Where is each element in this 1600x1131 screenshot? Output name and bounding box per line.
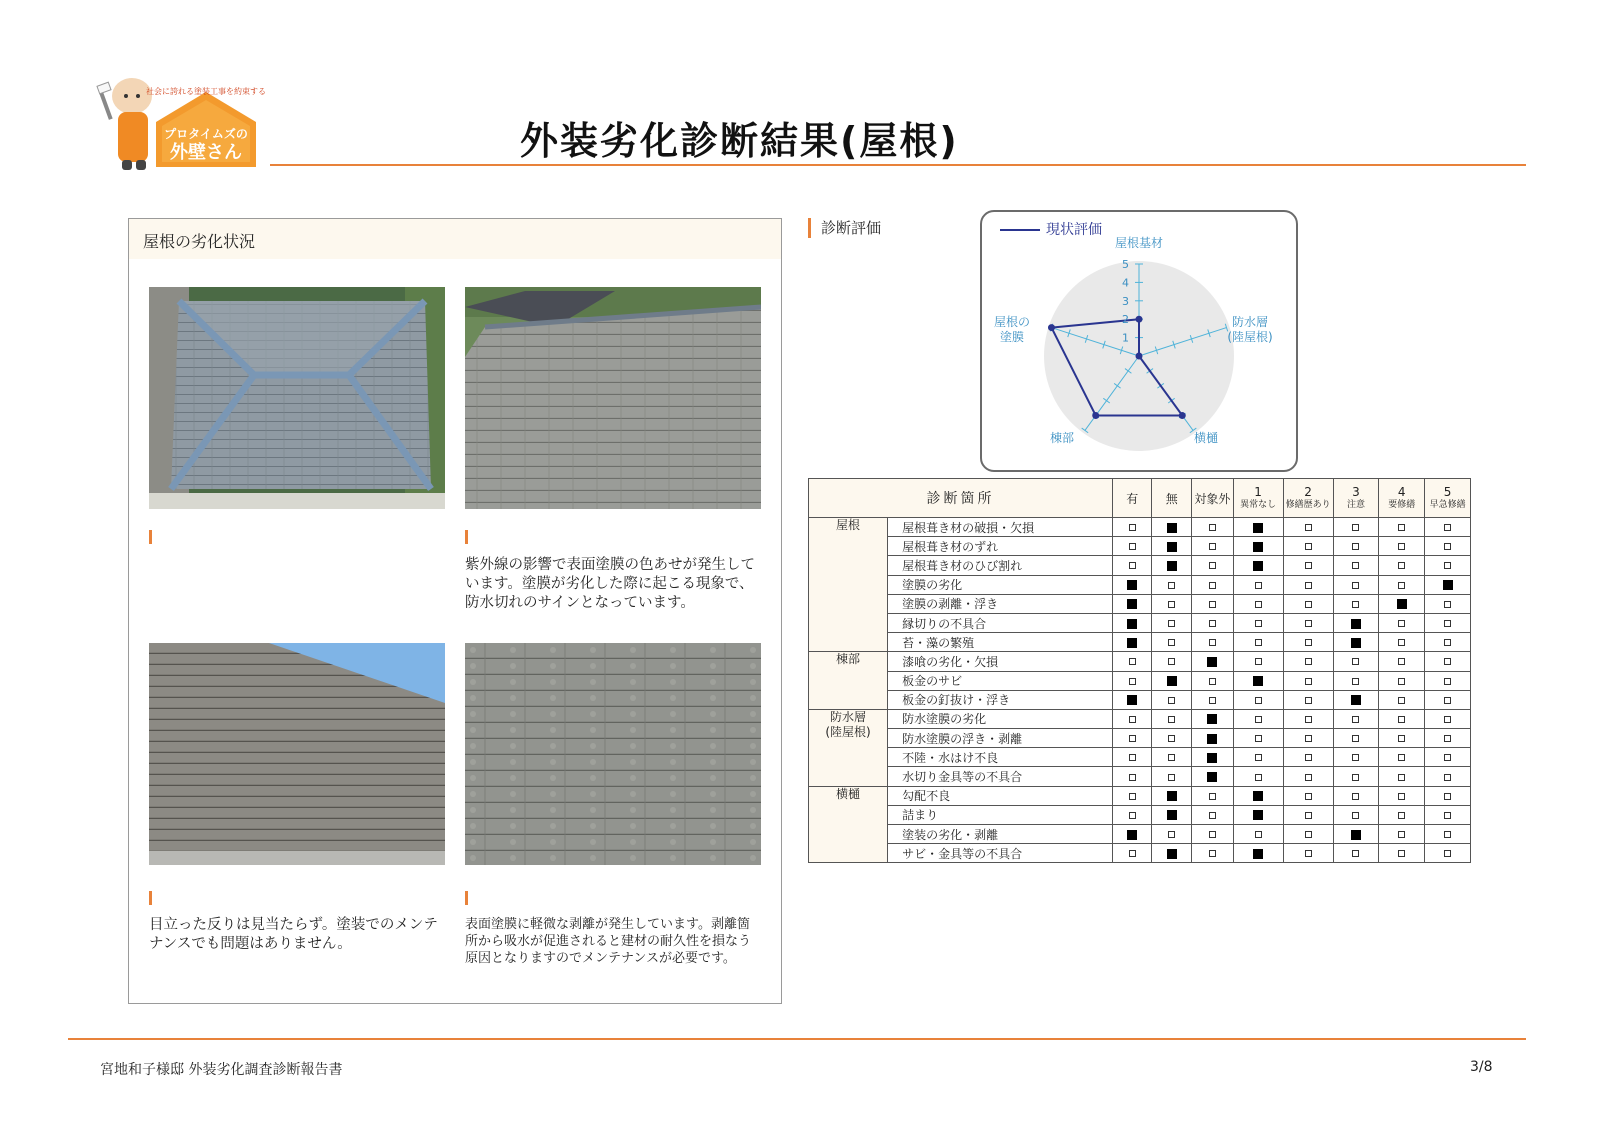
presence-yes-box xyxy=(1129,562,1136,569)
level-4-box xyxy=(1398,850,1405,857)
presence-na-box xyxy=(1207,714,1217,724)
level-3-box xyxy=(1352,562,1359,569)
level-4-box xyxy=(1398,716,1405,723)
level-4-box xyxy=(1398,754,1405,761)
item-label: 防水塗膜の浮き・剥離 xyxy=(888,729,1113,748)
title-divider xyxy=(270,164,1526,166)
level-2-box xyxy=(1305,697,1312,704)
level-1-box xyxy=(1253,523,1263,533)
level-4-box xyxy=(1398,543,1405,550)
level-5-box xyxy=(1444,678,1451,685)
photo-caption-2: 紫外線の影響で表面塗膜の色あせが発生しています。塗膜が劣化した際に起こる現象で、防水切れのサインとなっています。 xyxy=(465,557,755,611)
presence-no-box xyxy=(1168,620,1175,627)
axis-label-ridge: 棟部 xyxy=(1049,431,1075,445)
level-2-box xyxy=(1305,850,1312,857)
presence-na-box xyxy=(1209,582,1216,589)
level-3-box xyxy=(1352,774,1359,781)
level-2-box xyxy=(1305,543,1312,550)
level-1-box xyxy=(1255,620,1262,627)
table-row xyxy=(809,633,1471,652)
presence-yes-box xyxy=(1129,774,1136,781)
presence-yes-box xyxy=(1127,619,1137,629)
axis-label-waterproof-2: (陸屋根) xyxy=(1227,330,1273,344)
level-2-box xyxy=(1305,812,1312,819)
presence-na-box xyxy=(1209,543,1216,550)
presence-no-box xyxy=(1167,561,1177,571)
level-3-box xyxy=(1352,601,1359,608)
item-label: 板金のサビ xyxy=(888,671,1113,690)
presence-no-box xyxy=(1167,523,1177,533)
level-5-box xyxy=(1444,831,1451,838)
roof-photo-edge xyxy=(149,643,445,865)
table-row xyxy=(809,709,1471,728)
level-2-box xyxy=(1305,582,1312,589)
level-5-box xyxy=(1443,580,1453,590)
presence-no-box xyxy=(1168,831,1175,838)
category-label-line: 防水層 xyxy=(830,709,867,724)
presence-yes-box xyxy=(1129,716,1136,723)
item-label: 苔・藻の繁殖 xyxy=(888,633,1113,652)
item-label: 屋根葺き材のずれ xyxy=(888,537,1113,556)
radar-tick-label: 2 xyxy=(1122,313,1129,327)
header-na: 対象外 xyxy=(1192,479,1234,518)
category-cell xyxy=(809,709,888,786)
level-4-box xyxy=(1398,658,1405,665)
page-number: 3/8 xyxy=(1470,1059,1493,1075)
presence-yes-box xyxy=(1129,658,1136,665)
radar-legend: 現状評価 xyxy=(1046,222,1102,238)
level-2-box xyxy=(1305,620,1312,627)
level-5-box xyxy=(1444,774,1451,781)
level-2-box xyxy=(1305,735,1312,742)
presence-yes-box xyxy=(1127,638,1137,648)
roof-photo-closeup xyxy=(465,643,761,865)
table-row xyxy=(809,844,1471,863)
header-no: 無 xyxy=(1152,479,1192,518)
radar-tick-label: 3 xyxy=(1122,294,1129,308)
table-row xyxy=(809,690,1471,709)
table-row xyxy=(809,652,1471,671)
axis-label-roof-base: 屋根基材 xyxy=(1114,236,1164,250)
presence-yes-box xyxy=(1127,695,1137,705)
caption-marker xyxy=(149,530,152,544)
radar-tick-label: 5 xyxy=(1122,258,1129,271)
header-level-1: 1 異常なし xyxy=(1233,479,1283,518)
presence-na-box xyxy=(1209,793,1216,800)
table-row xyxy=(809,575,1471,594)
radar-point xyxy=(1136,353,1143,360)
presence-yes-box xyxy=(1129,543,1136,550)
table-row xyxy=(809,671,1471,690)
presence-na-box xyxy=(1209,524,1216,531)
axis-label-coating-1: 屋根の xyxy=(993,315,1031,329)
level-4-box xyxy=(1398,697,1405,704)
presence-na-box xyxy=(1207,734,1217,744)
roof-photo-aerial xyxy=(149,287,445,509)
level-2-box xyxy=(1305,639,1312,646)
header-level-3: 3 注意 xyxy=(1333,479,1379,518)
presence-no-box xyxy=(1168,639,1175,646)
evaluation-table xyxy=(808,478,1471,863)
presence-na-box xyxy=(1207,753,1217,763)
table-row xyxy=(809,613,1471,632)
level-3-box xyxy=(1352,850,1359,857)
presence-yes-box xyxy=(1127,830,1137,840)
level-3-box xyxy=(1352,524,1359,531)
level-3-box xyxy=(1352,793,1359,800)
roof-photo-slope xyxy=(465,287,761,509)
level-5-box xyxy=(1444,754,1451,761)
logo-line-1: プロタイムズの xyxy=(164,127,248,141)
logo-line-2: 外壁さん xyxy=(170,142,242,163)
level-3-box xyxy=(1352,716,1359,723)
roof-condition-panel xyxy=(128,218,782,1004)
item-label: 塗装の劣化・剥離 xyxy=(888,825,1113,844)
caption-marker xyxy=(149,891,152,905)
presence-na-box xyxy=(1209,812,1216,819)
item-label: 勾配不良 xyxy=(888,786,1113,805)
logo-arc-text: 社会に誇れる塗装工事を約束する xyxy=(146,87,266,96)
panel-title: 屋根の劣化状況 xyxy=(129,219,781,259)
level-1-box xyxy=(1255,601,1262,608)
level-5-box xyxy=(1444,850,1451,857)
level-3-box xyxy=(1352,678,1359,685)
level-3-box xyxy=(1352,543,1359,550)
presence-no-box xyxy=(1168,716,1175,723)
presence-na-box xyxy=(1209,850,1216,857)
radar-tick-label: 1 xyxy=(1122,331,1129,345)
level-5-box xyxy=(1444,793,1451,800)
level-2-box xyxy=(1305,658,1312,665)
level-2-box xyxy=(1305,774,1312,781)
presence-no-box xyxy=(1168,735,1175,742)
level-1-box xyxy=(1253,810,1263,820)
item-label: 漆喰の劣化・欠損 xyxy=(888,652,1113,671)
photo-caption-4: 表面塗膜に軽微な剥離が発生しています。剥離箇所から吸水が促進されると建材の耐久性を損なう原因となりますのでメンテナンスが必要です。 xyxy=(465,917,752,966)
item-label: 塗膜の劣化 xyxy=(888,575,1113,594)
presence-no-box xyxy=(1168,601,1175,608)
level-1-box xyxy=(1253,542,1263,552)
radar-point xyxy=(1179,412,1186,419)
company-logo xyxy=(96,72,276,182)
level-4-box xyxy=(1398,639,1405,646)
table-row xyxy=(809,594,1471,613)
level-3-box xyxy=(1352,735,1359,742)
photo-caption-3: 目立った反りは見当たらず。塗装でのメンテナンスでも問題はありません。 xyxy=(149,917,438,952)
table-row xyxy=(809,825,1471,844)
presence-yes-box xyxy=(1129,754,1136,761)
presence-no-box xyxy=(1167,849,1177,859)
level-1-box xyxy=(1255,774,1262,781)
presence-yes-box xyxy=(1129,812,1136,819)
level-1-box xyxy=(1255,697,1262,704)
level-1-box xyxy=(1253,561,1263,571)
level-1-box xyxy=(1255,735,1262,742)
category-label-line: (陸屋根) xyxy=(825,724,871,739)
presence-no-box xyxy=(1168,774,1175,781)
item-label: 防水塗膜の劣化 xyxy=(888,709,1113,728)
level-5-box xyxy=(1444,812,1451,819)
presence-no-box xyxy=(1168,754,1175,761)
level-2-box xyxy=(1305,678,1312,685)
radar-point xyxy=(1048,324,1055,331)
item-label: サビ・金具等の不具合 xyxy=(888,844,1113,863)
presence-no-box xyxy=(1167,791,1177,801)
axis-label-gutter: 横樋 xyxy=(1193,431,1219,445)
level-3-box xyxy=(1351,695,1361,705)
category-cell: 屋根 xyxy=(809,518,888,652)
level-1-box xyxy=(1253,849,1263,859)
level-2-box xyxy=(1305,562,1312,569)
table-row xyxy=(809,767,1471,786)
level-4-box xyxy=(1398,582,1405,589)
presence-na-box xyxy=(1207,657,1217,667)
item-label: 不陸・水はけ不良 xyxy=(888,748,1113,767)
axis-label-coating-2: 塗膜 xyxy=(999,330,1025,344)
item-label: 屋根葺き材のひび割れ xyxy=(888,556,1113,575)
level-5-box xyxy=(1444,639,1451,646)
footer-report-title: 宮地和子様邸 外装劣化調査診断報告書 xyxy=(100,1062,343,1078)
level-1-box xyxy=(1255,658,1262,665)
level-3-box xyxy=(1351,619,1361,629)
item-label: 板金の釘抜け・浮き xyxy=(888,690,1113,709)
level-3-box xyxy=(1352,754,1359,761)
axis-label-waterproof-1: 防水層 xyxy=(1231,315,1269,329)
level-2-box xyxy=(1305,601,1312,608)
level-3-box xyxy=(1352,812,1359,819)
presence-no-box xyxy=(1167,542,1177,552)
level-5-box xyxy=(1444,601,1451,608)
level-1-box xyxy=(1253,791,1263,801)
level-5-box xyxy=(1444,562,1451,569)
presence-na-box xyxy=(1209,639,1216,646)
level-5-box xyxy=(1444,697,1451,704)
presence-na-box xyxy=(1209,831,1216,838)
presence-yes-box xyxy=(1129,678,1136,685)
table-row xyxy=(809,518,1471,537)
presence-yes-box xyxy=(1129,735,1136,742)
level-5-box xyxy=(1444,524,1451,531)
evaluation-section-title: 診断評価 xyxy=(808,218,881,238)
table-row xyxy=(809,729,1471,748)
level-3-box xyxy=(1351,830,1361,840)
page-title: 外装劣化診断結果(屋根) xyxy=(520,119,959,163)
presence-na-box xyxy=(1209,562,1216,569)
presence-no-box xyxy=(1167,676,1177,686)
radar-point xyxy=(1136,316,1143,323)
presence-yes-box xyxy=(1129,850,1136,857)
item-label: 詰まり xyxy=(888,805,1113,824)
header-level-2: 2 修繕歴あり xyxy=(1283,479,1333,518)
category-cell: 棟部 xyxy=(809,652,888,710)
table-row xyxy=(809,748,1471,767)
level-4-box xyxy=(1397,599,1407,609)
presence-na-box xyxy=(1207,772,1217,782)
item-label: 縁切りの不具合 xyxy=(888,613,1113,632)
presence-no-box xyxy=(1168,658,1175,665)
level-1-box xyxy=(1253,676,1263,686)
level-5-box xyxy=(1444,543,1451,550)
presence-yes-box xyxy=(1129,524,1136,531)
level-3-box xyxy=(1351,638,1361,648)
caption-marker xyxy=(465,891,468,905)
level-1-box xyxy=(1255,716,1262,723)
item-label: 屋根葺き材の破損・欠損 xyxy=(888,518,1113,537)
level-1-box xyxy=(1255,831,1262,838)
header-item: 診断箇所 xyxy=(809,479,1113,518)
level-4-box xyxy=(1398,678,1405,685)
level-4-box xyxy=(1398,831,1405,838)
level-2-box xyxy=(1305,831,1312,838)
level-4-box xyxy=(1398,793,1405,800)
header-yes: 有 xyxy=(1112,479,1152,518)
level-1-box xyxy=(1255,754,1262,761)
level-3-box xyxy=(1352,658,1359,665)
table-row xyxy=(809,556,1471,575)
presence-yes-box xyxy=(1129,793,1136,800)
presence-na-box xyxy=(1209,678,1216,685)
presence-no-box xyxy=(1168,582,1175,589)
presence-no-box xyxy=(1168,697,1175,704)
table-row xyxy=(809,537,1471,556)
level-2-box xyxy=(1305,716,1312,723)
level-2-box xyxy=(1305,793,1312,800)
item-label: 水切り金具等の不具合 xyxy=(888,767,1113,786)
radar-tick-label: 4 xyxy=(1122,276,1129,290)
table-header-row xyxy=(809,479,1471,518)
table-row xyxy=(809,805,1471,824)
presence-na-box xyxy=(1209,697,1216,704)
level-4-box xyxy=(1398,620,1405,627)
level-4-box xyxy=(1398,774,1405,781)
radar-chart xyxy=(980,210,1298,472)
level-4-box xyxy=(1398,524,1405,531)
level-2-box xyxy=(1305,524,1312,531)
level-3-box xyxy=(1352,582,1359,589)
level-4-box xyxy=(1398,812,1405,819)
caption-marker xyxy=(465,530,468,544)
level-5-box xyxy=(1444,658,1451,665)
presence-na-box xyxy=(1209,620,1216,627)
presence-yes-box xyxy=(1127,599,1137,609)
presence-no-box xyxy=(1167,810,1177,820)
level-5-box xyxy=(1444,735,1451,742)
level-5-box xyxy=(1444,716,1451,723)
header-level-4: 4 要修繕 xyxy=(1379,479,1425,518)
level-4-box xyxy=(1398,562,1405,569)
header-level-5: 5 早急修繕 xyxy=(1425,479,1471,518)
presence-yes-box xyxy=(1127,580,1137,590)
table-row xyxy=(809,786,1471,805)
level-4-box xyxy=(1398,735,1405,742)
item-label: 塗膜の剥離・浮き xyxy=(888,594,1113,613)
presence-na-box xyxy=(1209,601,1216,608)
category-cell: 横樋 xyxy=(809,786,888,863)
footer-divider xyxy=(68,1038,1526,1040)
level-2-box xyxy=(1305,754,1312,761)
radar-point xyxy=(1092,412,1099,419)
level-1-box xyxy=(1255,582,1262,589)
level-5-box xyxy=(1444,620,1451,627)
level-1-box xyxy=(1255,639,1262,646)
